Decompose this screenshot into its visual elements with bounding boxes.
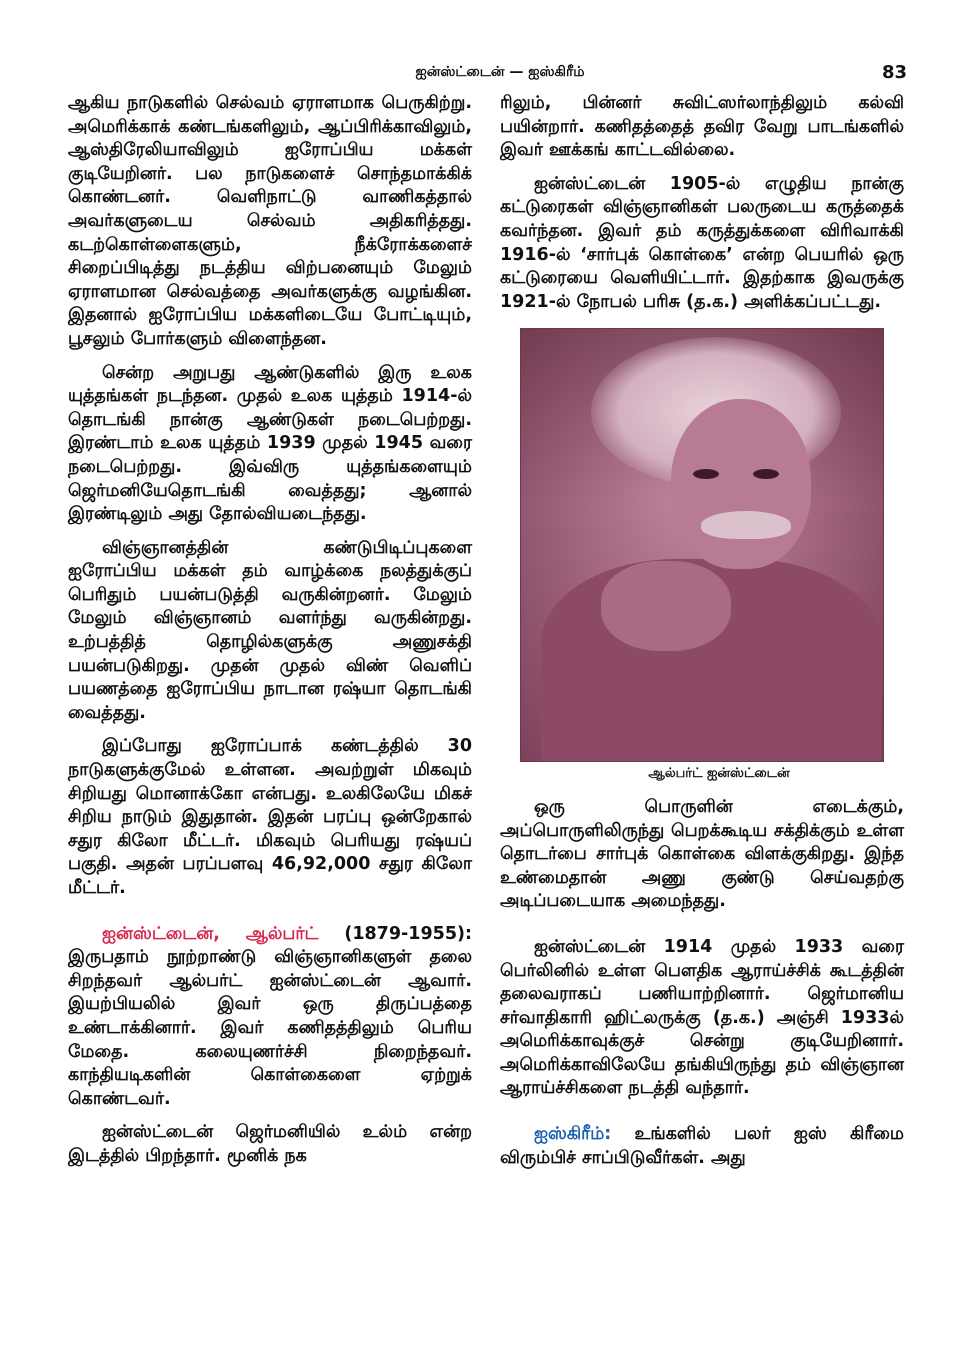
photo-caption: ஆல்பர்ட் ஐன்ஸ்ட்டைன்: [648, 766, 790, 782]
einstein-photo: [520, 328, 884, 762]
einstein-entry: [68, 923, 472, 1112]
paragraph: ஐன்ஸ்ட்டைன் ஜெர்மனியில் உல்ம் என்ற இடத்தில் பிறந்தார். மூனிக் நக: [68, 1122, 472, 1166]
entry-heading-icecream: ஐஸ்கிரீம்:: [534, 1124, 612, 1145]
right-column: [500, 92, 904, 1180]
icecream-entry: [500, 1123, 904, 1170]
paragraph: இப்போது ஐரோப்பாக் கண்டத்தில் 30 நாடுகளுக்குமேல் உள்ளன. அவற்றுள் மிகவும் சிறியது மொனாக்கோ என்பது. உலகிலேயே மிகச் சிறிய நாடும் இதுதான். இதன் பரப்பு ஒன்றேகால் சதுர கிலோ மீட்டர். மிகவும் பெரியது ரஷ்யப் பகுதி. அதன் பரப்பளவு 46,92,000 சதுர கிலோ மீட்டர்.: [68, 736, 472, 898]
entry-text: (1879-1955): இருபதாம் நூற்றாண்டு விஞ்ஞானிகளுள் தலை சிறந்தவர் ஆல்பர்ட் ஐன்ஸ்ட்டைன் ஆவார். இயற்பியலில் இவர் ஒரு திருப்பத்தை உண்டாக்கினார். இவர் கணிதத்திலும் பெரிய மேதை. கலையுணர்ச்சி நிறைந்தவர். காந்தியடிகளின் கொள்கைளை ஏற்றுக் கொண்டவர்.: [68, 923, 472, 1109]
running-title: ஐன்ஸ்ட்டைன் — ஐஸ்கிரீம்: [415, 64, 585, 80]
photo-face: [671, 399, 811, 569]
page-number: 83: [882, 62, 908, 83]
paragraph: ஆகிய நாடுகளில் செல்வம் ஏராளமாக பெருகிற்று. அமெரிக்காக் கண்டங்களிலும், ஆப்பிரிக்காவிலும், ஆஸ்திரேலியாவிலும் ஐரோப்பிய மக்கள் குடியேறினர். பல நாடுகளைச் சொந்தமாக்கிக் கொண்டனர். வெளிநாட்டு வாணிகத்தால் அவர்களுடைய செல்வம் அதிகரித்தது. கடற்கொள்ளைகளும், நீக்ரோக்களைச் சிறைப்பிடித்து நடத்திய விற்பனையும் மேலும் ஏராளமான செல்வத்தை அவர்களுக்கு வழங்கின. இதனால் ஐரோப்பிய மக்களிடையே போட்டியும், பூசலும் போர்களும் விளைந்தன.: [68, 93, 472, 349]
entry-heading-einstein: ஐன்ஸ்ட்டைன், ஆல்பர்ட்: [102, 923, 319, 944]
paragraph: சென்ற அறுபது ஆண்டுகளில் இரு உலக யுத்தங்கள் நடந்தன. முதல் உலக யுத்தம் 1914-ல் தொடங்கி நான்கு ஆண்டுகள் நடைபெற்றது. இரண்டாம் உலக யுத்தம் 1939 முதல் 1945 வரை நடைபெற்றது. இவ்விரு யுத்தங்களையும் ஜெர்மனியேதொடங்கி வைத்தது; ஆனால் இரண்டிலும் அது தோல்வியடைந்தது.: [68, 362, 472, 525]
paragraph: ஐன்ஸ்ட்டைன் 1905-ல் எழுதிய நான்கு கட்டுரைகள் விஞ்ஞானிகள் பலருடைய கருத்தைக் கவர்ந்தன. இவர் தம் கருத்துக்களை விரிவாக்கி 1916-ல் ‘சார்புக் கொள்கை’ என்ற பெயரில் ஒரு கட்டுரையை வெளியிட்டார். இதற்காக இவருக்கு 1921-ல் நோபல் பரிசு (த.க.) அளிக்கப்பட்டது.: [500, 173, 904, 312]
entry-text: உங்களில் பலர் ஐஸ் கிரீமை விரும்பிச் சாப்பிடுவீர்கள். அது: [500, 1124, 904, 1168]
photo-hands: [601, 561, 731, 651]
paragraph: ரிலும், பின்னர் சுவிட்ஸர்லாந்திலும் கல்வி பயின்றார். கணிதத்தைத் தவிர வேறு பாடங்களில் இவர் ஊக்கங் காட்டவில்லை.: [500, 93, 904, 161]
paragraph: விஞ்ஞானத்தின் கண்டுபிடிப்புகளை ஐரோப்பிய மக்கள் தம் வாழ்க்கை நலத்துக்குப் பெரிதும் பயன்படுத்தி வருகின்றனர். மேலும் மேலும் விஞ்ஞானம் வளர்ந்து வருகின்றது. உற்பத்தித் தொழில்களுக்கு அணுசக்தி பயன்படுகிறது. முதன் முதல் விண் வெளிப் பயணத்தை ஐரோப்பிய நாடான ரஷ்யா தொடங்கி வைத்தது.: [68, 537, 472, 723]
photo-mustache: [701, 511, 791, 539]
left-column: [68, 92, 472, 1179]
paragraph: ஐன்ஸ்ட்டைன் 1914 முதல் 1933 வரை பெர்லினில் உள்ள பௌதிக ஆராய்ச்சிக் கூடத்தின் தலைவராகப் பணியாற்றினார். ஜெர்மானிய சர்வாதிகாரி ஹிட்லருக்கு (த.க.) அஞ்சி 1933ல் அமெரிக்காவுக்குச் சென்று குடியேறினார். அமெரிக்காவிலேயே தங்கியிருந்து தம் விஞ்ஞான ஆராய்ச்சிகளை நடத்தி வந்தார்.: [500, 936, 904, 1099]
paragraph: ஒரு பொருளின் எடைக்கும், அப்பொருளிலிருந்து பெறக்கூடிய சக்திக்கும் உள்ள தொடர்பை சார்புக் கொள்கை விளக்குகிறது. இந்த உண்மைதான் அணு குண்டு செய்வதற்கு அடிப்படையாக அமைந்தது.: [500, 796, 904, 912]
